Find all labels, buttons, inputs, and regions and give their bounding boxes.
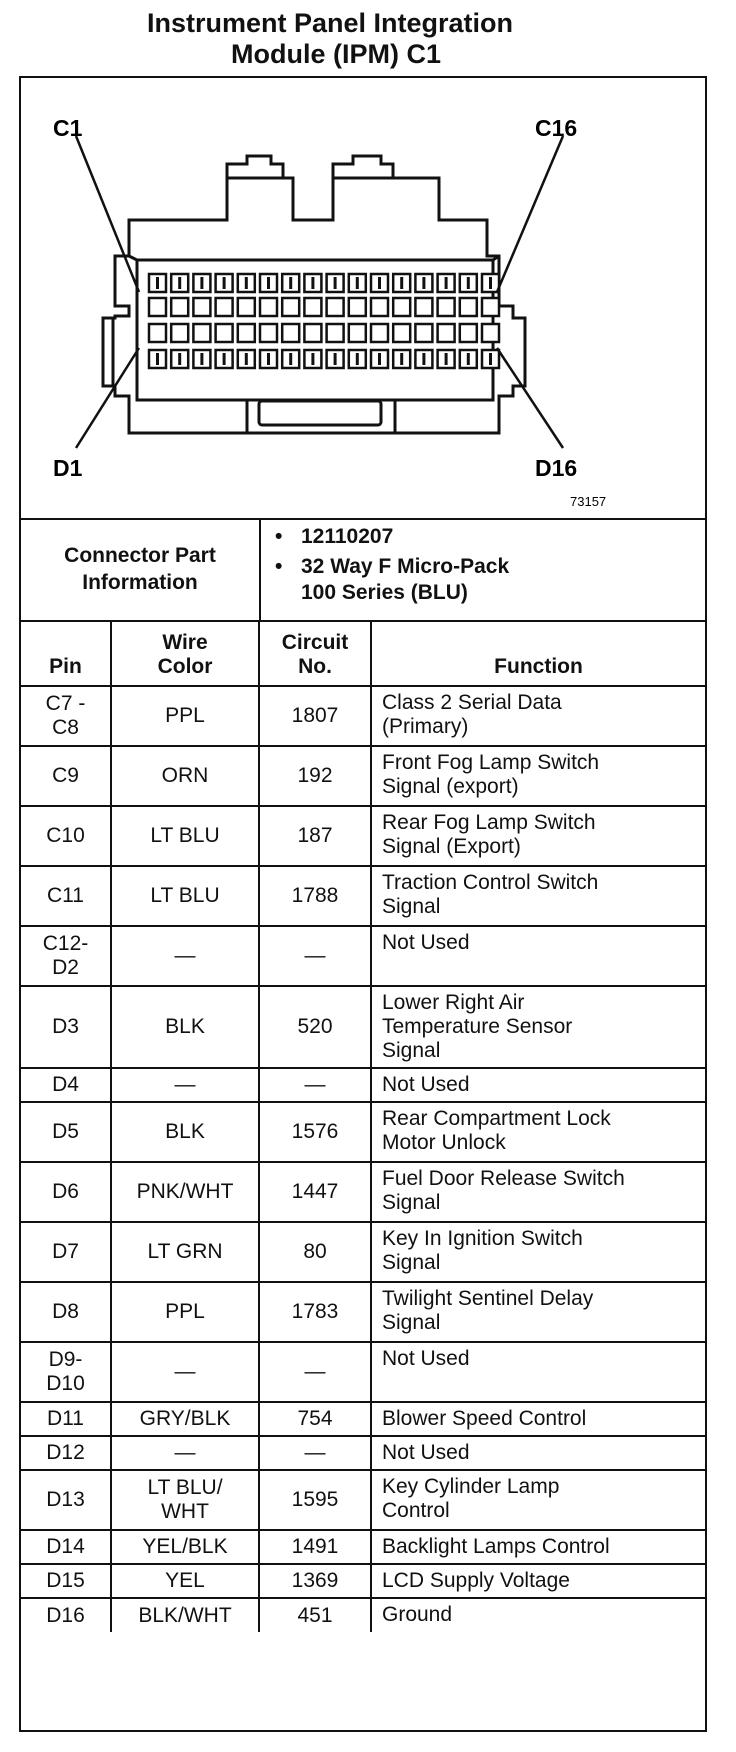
wire-color-cell: YEL <box>111 1564 259 1598</box>
circuit-number-cell: 1369 <box>259 1564 371 1598</box>
pin-cavity <box>482 324 499 342</box>
circuit-number-cell: 1807 <box>259 686 371 746</box>
callout-d1: D1 <box>53 455 83 481</box>
callout-c16: C16 <box>535 115 578 141</box>
pin-cavity <box>149 324 166 342</box>
title-line-2: Module (IPM) C1 <box>231 39 441 69</box>
header-wire-color: Wire Color <box>111 620 259 686</box>
pin-cavity <box>393 298 410 316</box>
pin-cell: C12- D2 <box>21 926 111 986</box>
function-cell: Fuel Door Release Switch Signal <box>371 1162 705 1222</box>
wire-color-cell: — <box>111 1436 259 1470</box>
table-row <box>21 1564 705 1598</box>
connector-info-values <box>275 524 695 606</box>
table-row <box>21 686 705 746</box>
circuit-number-cell: 1595 <box>259 1470 371 1530</box>
pin-cavity <box>482 298 499 316</box>
pin-cavity <box>371 324 388 342</box>
table-row <box>21 1436 705 1470</box>
pin-cell: D14 <box>21 1530 111 1564</box>
connector-description <box>275 554 695 606</box>
circuit-number-cell: 754 <box>259 1402 371 1436</box>
wire-color-cell: LT BLU <box>111 866 259 926</box>
circuit-number-cell: 187 <box>259 806 371 866</box>
leader-c16 <box>497 136 563 292</box>
table-row <box>21 746 705 806</box>
table-row <box>21 806 705 866</box>
connector-info-value: 32 Way F Micro-Pack 100 Series (BLU) <box>301 555 510 604</box>
circuit-number-cell: 520 <box>259 986 371 1068</box>
figure-number: 73157 <box>570 494 607 509</box>
pinout-rows <box>21 686 705 1632</box>
wire-color-cell: LT BLU/ WHT <box>111 1470 259 1530</box>
bullet-point: • <box>275 555 283 578</box>
connector-info-label: Connector Part Information <box>21 518 261 620</box>
header-circuit-no: Circuit No. <box>259 620 371 686</box>
function-cell: Not Used <box>371 1342 705 1402</box>
wire-color-cell: BLK/WHT <box>111 1598 259 1632</box>
pin-cell: D8 <box>21 1282 111 1342</box>
pin-cell: D11 <box>21 1402 111 1436</box>
function-cell: Key Cylinder Lamp Control <box>371 1470 705 1530</box>
function-cell: Class 2 Serial Data (Primary) <box>371 686 705 746</box>
pin-cavity <box>304 298 321 316</box>
table-row <box>21 866 705 926</box>
pin-cavity <box>171 324 188 342</box>
pin-cavity <box>260 298 277 316</box>
pin-cavity <box>460 324 477 342</box>
leader-c1 <box>76 136 139 292</box>
function-cell: Not Used <box>371 926 705 986</box>
wire-color-cell: — <box>111 926 259 986</box>
pin-cavity <box>193 324 210 342</box>
pin-cell: D3 <box>21 986 111 1068</box>
pin-cavity <box>282 324 299 342</box>
table-row <box>21 986 705 1068</box>
left-clip <box>103 318 113 386</box>
pin-cavity <box>238 298 255 316</box>
table-row <box>21 1598 705 1632</box>
pinout-table <box>21 620 705 1632</box>
function-cell: Twilight Sentinel Delay Signal <box>371 1282 705 1342</box>
function-cell: Lower Right Air Temperature Sensor Signal <box>371 986 705 1068</box>
table-row <box>21 1470 705 1530</box>
function-cell: Key In Ignition Switch Signal <box>371 1222 705 1282</box>
wire-color-cell: BLK <box>111 986 259 1068</box>
function-cell: Ground <box>371 1598 705 1632</box>
pin-cavity <box>216 324 233 342</box>
table-header-row <box>21 620 705 686</box>
pin-cavity <box>460 298 477 316</box>
pin-cavity <box>393 324 410 342</box>
table-row <box>21 1222 705 1282</box>
wire-color-cell: GRY/BLK <box>111 1402 259 1436</box>
circuit-number-cell: — <box>259 1068 371 1102</box>
table-row <box>21 1530 705 1564</box>
pin-cavity <box>282 298 299 316</box>
pin-cell: D16 <box>21 1598 111 1632</box>
latch-right <box>333 156 393 178</box>
function-cell: LCD Supply Voltage <box>371 1564 705 1598</box>
pin-grid <box>149 274 499 368</box>
function-cell: Not Used <box>371 1068 705 1102</box>
function-cell: Blower Speed Control <box>371 1402 705 1436</box>
connector-part-information <box>21 518 705 622</box>
circuit-number-cell: 1576 <box>259 1102 371 1162</box>
header-pin: Pin <box>21 620 111 686</box>
connector-sheet <box>19 76 707 1732</box>
pin-cell: C11 <box>21 866 111 926</box>
circuit-number-cell: 1491 <box>259 1530 371 1564</box>
callout-d16: D16 <box>535 455 578 481</box>
leader-d16 <box>497 348 563 448</box>
pin-cell: D12 <box>21 1436 111 1470</box>
wire-color-cell: LT GRN <box>111 1222 259 1282</box>
circuit-number-cell: 80 <box>259 1222 371 1282</box>
connector-part-number <box>275 524 695 550</box>
function-cell: Not Used <box>371 1436 705 1470</box>
pin-cavity <box>349 298 366 316</box>
circuit-number-cell: 192 <box>259 746 371 806</box>
table-row <box>21 1102 705 1162</box>
wire-color-cell: — <box>111 1342 259 1402</box>
wire-color-cell: LT BLU <box>111 806 259 866</box>
circuit-number-cell: — <box>259 926 371 986</box>
page-title <box>0 8 660 70</box>
pin-cavity <box>371 298 388 316</box>
table-row <box>21 1162 705 1222</box>
pin-cell: D6 <box>21 1162 111 1222</box>
pin-cell: C10 <box>21 806 111 866</box>
bullet-point: • <box>275 525 283 548</box>
circuit-number-cell: 1447 <box>259 1162 371 1222</box>
pin-cell: C9 <box>21 746 111 806</box>
circuit-number-cell: 1783 <box>259 1282 371 1342</box>
table-row <box>21 1282 705 1342</box>
wire-color-cell: BLK <box>111 1102 259 1162</box>
pin-cavity <box>327 324 344 342</box>
circuit-number-cell: — <box>259 1436 371 1470</box>
pin-cavity <box>216 298 233 316</box>
pin-cavity <box>238 324 255 342</box>
function-cell: Rear Fog Lamp Switch Signal (Export) <box>371 806 705 866</box>
header-function: Function <box>371 620 705 686</box>
wire-color-cell: — <box>111 1068 259 1102</box>
wire-color-cell: PPL <box>111 686 259 746</box>
pin-cavity <box>415 324 432 342</box>
wire-color-cell: ORN <box>111 746 259 806</box>
function-cell: Backlight Lamps Control <box>371 1530 705 1564</box>
connector-diagram <box>21 78 705 520</box>
wire-color-cell: YEL/BLK <box>111 1530 259 1564</box>
pin-cavity <box>327 298 344 316</box>
callout-c1: C1 <box>53 115 83 141</box>
table-row <box>21 1068 705 1102</box>
pin-cell: D13 <box>21 1470 111 1530</box>
pin-cell: D7 <box>21 1222 111 1282</box>
pin-cavity <box>260 324 277 342</box>
connector-face-drawing <box>21 78 705 518</box>
pin-cavity <box>149 298 166 316</box>
pin-cell: D5 <box>21 1102 111 1162</box>
pin-cell: D15 <box>21 1564 111 1598</box>
pin-cavity <box>415 298 432 316</box>
circuit-number-cell: — <box>259 1342 371 1402</box>
pin-cavity <box>171 298 188 316</box>
connector-info-value: 12110207 <box>301 525 394 548</box>
pin-cell: C7 - C8 <box>21 686 111 746</box>
pin-cavity <box>304 324 321 342</box>
circuit-number-cell: 451 <box>259 1598 371 1632</box>
table-row <box>21 926 705 986</box>
pin-cavity <box>438 324 455 342</box>
circuit-number-cell: 1788 <box>259 866 371 926</box>
pin-cell: D9- D10 <box>21 1342 111 1402</box>
wire-color-cell: PPL <box>111 1282 259 1342</box>
key-slot <box>259 401 381 425</box>
table-row <box>21 1342 705 1402</box>
title-line-1: Instrument Panel Integration <box>146 8 514 38</box>
pin-cavity <box>438 298 455 316</box>
pin-cavity <box>193 298 210 316</box>
pin-cavity <box>349 324 366 342</box>
function-cell: Rear Compartment Lock Motor Unlock <box>371 1102 705 1162</box>
table-row <box>21 1402 705 1436</box>
function-cell: Traction Control Switch Signal <box>371 866 705 926</box>
wire-color-cell: PNK/WHT <box>111 1162 259 1222</box>
latch-left <box>227 156 283 178</box>
function-cell: Front Fog Lamp Switch Signal (export) <box>371 746 705 806</box>
pin-cell: D4 <box>21 1068 111 1102</box>
